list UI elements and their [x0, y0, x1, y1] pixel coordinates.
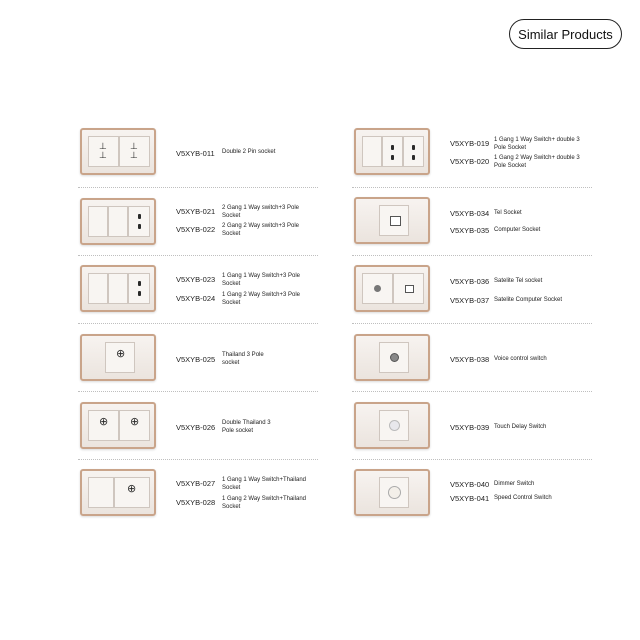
product-code: V5XYB-024	[176, 294, 216, 303]
socket-pin-icon	[412, 145, 415, 150]
switch-socket-plate	[80, 198, 156, 245]
product-code: V5XYB-021	[176, 207, 216, 216]
product-row-034-035[interactable]	[352, 187, 592, 255]
product-code: V5XYB-034	[450, 209, 490, 218]
product-description: 2 Gang 2 Way switch+3 Pole Socket	[222, 223, 299, 237]
product-description: Dimmer Switch	[494, 481, 535, 487]
product-row-021-022[interactable]	[78, 187, 318, 255]
sensor-icon	[390, 353, 399, 362]
product-row-038[interactable]	[352, 323, 592, 391]
product-description: Satelite Tel socket	[494, 278, 543, 284]
socket-module	[119, 136, 150, 167]
socket-module	[88, 136, 119, 167]
product-code: V5XYB-041	[450, 494, 490, 503]
socket-symbol-icon: ⊥	[130, 151, 138, 161]
socket-module	[114, 477, 150, 508]
switch-thailand-socket-plate	[80, 469, 156, 516]
product-row-036-037[interactable]	[352, 255, 592, 323]
product-description: 1 Gang 1 Way Switch+ double 3 Pole Socket	[494, 137, 580, 151]
product-description: Tel Socket	[494, 210, 522, 216]
product-row-026[interactable]	[78, 391, 318, 459]
product-description: Computer Socket	[494, 227, 541, 233]
computer-port-icon	[405, 285, 414, 293]
socket-pin-icon	[138, 281, 141, 286]
product-description: Double Thailand 3 Pole socket	[222, 420, 271, 434]
product-code: V5XYB-011	[176, 149, 215, 158]
product-row-011[interactable]	[78, 120, 318, 187]
product-description: 1 Gang 1 Way Switch+Thailand Socket	[222, 477, 306, 491]
switch-module	[379, 477, 409, 508]
socket-module	[379, 205, 409, 236]
product-code: V5XYB-039	[450, 423, 490, 432]
socket-module	[128, 273, 150, 304]
product-description: 1 Gang 2 Way Switch+ double 3 Pole Socket	[494, 155, 580, 169]
product-row-025[interactable]	[78, 323, 318, 391]
product-code: V5XYB-036	[450, 277, 490, 286]
dimmer-plate	[354, 469, 430, 516]
socket-pin-icon	[138, 224, 141, 229]
socket-symbol-icon: ⊥	[99, 151, 107, 161]
satellite-port-icon	[374, 285, 381, 292]
product-description: Speed Control Switch	[494, 495, 552, 501]
left-product-column	[78, 120, 318, 527]
socket-module	[88, 410, 119, 441]
socket-pin-icon	[412, 155, 415, 160]
switch-module	[379, 410, 409, 441]
switch-rocker	[108, 206, 128, 237]
product-description: 1 Gang 1 Way Switch+3 Pole Socket	[222, 273, 300, 287]
socket-symbol-icon: ⊥	[130, 142, 138, 152]
socket-module	[362, 273, 393, 304]
dimmer-knob-icon	[388, 486, 401, 499]
socket-pin-icon	[138, 214, 141, 219]
touch-delay-plate	[354, 402, 430, 449]
switch-socket-plate	[80, 265, 156, 312]
switch-rocker	[362, 136, 382, 167]
switch-rocker	[108, 273, 128, 304]
product-code: V5XYB-019	[450, 139, 490, 148]
thailand-socket-icon: ⊕	[130, 415, 140, 428]
thailand-socket-icon: ⊕	[116, 347, 126, 360]
socket-pin-icon	[138, 291, 141, 296]
product-row-023-024[interactable]	[78, 255, 318, 323]
product-description: 1 Gang 2 Way Switch+3 Pole Socket	[222, 292, 300, 306]
socket-module	[403, 136, 424, 167]
switch-double-socket-plate	[354, 128, 430, 175]
product-description: Satelite Computer Socket	[494, 297, 563, 303]
product-description: Voice control switch	[494, 356, 547, 362]
product-code: V5XYB-028	[176, 498, 216, 507]
product-description: Thailand 3 Pole socket	[222, 352, 264, 366]
similar-products-button[interactable]: Similar Products	[509, 19, 622, 49]
product-description: Double 2 Pin socket	[222, 149, 276, 155]
product-code: V5XYB-023	[176, 275, 216, 284]
right-product-column	[352, 120, 592, 527]
tel-port-icon	[390, 216, 401, 226]
switch-rocker	[88, 477, 114, 508]
thailand-socket-icon: ⊕	[127, 482, 137, 495]
socket-pin-icon	[391, 155, 394, 160]
switch-module	[379, 342, 409, 373]
socket-symbol-icon: ⊥	[99, 142, 107, 152]
product-description: 2 Gang 1 Way switch+3 Pole Socket	[222, 205, 299, 219]
switch-rocker	[88, 206, 108, 237]
switch-rocker	[88, 273, 108, 304]
product-code: V5XYB-025	[176, 355, 216, 364]
product-row-039[interactable]	[352, 391, 592, 459]
socket-module	[393, 273, 424, 304]
voice-control-plate	[354, 334, 430, 381]
socket-pin-icon	[391, 145, 394, 150]
product-code: V5XYB-035	[450, 226, 490, 235]
double-2-pin-socket-plate	[80, 128, 156, 175]
socket-module	[382, 136, 403, 167]
socket-module	[119, 410, 150, 441]
product-code: V5XYB-037	[450, 296, 490, 305]
socket-module	[105, 342, 135, 373]
product-code: V5XYB-027	[176, 479, 216, 488]
product-code: V5XYB-040	[450, 480, 490, 489]
product-row-019-020[interactable]	[352, 120, 592, 187]
product-code: V5XYB-038	[450, 355, 490, 364]
product-code: V5XYB-022	[176, 225, 216, 234]
thailand-socket-plate	[80, 334, 156, 381]
product-row-040-041[interactable]	[352, 459, 592, 527]
product-description: 1 Gang 2 Way Switch+Thailand Socket	[222, 496, 306, 510]
satellite-socket-plate	[354, 265, 430, 312]
product-code: V5XYB-020	[450, 157, 490, 166]
product-code: V5XYB-026	[176, 423, 216, 432]
thailand-socket-icon: ⊕	[99, 415, 109, 428]
tel-socket-plate	[354, 197, 430, 244]
product-description: Touch Delay Switch	[494, 424, 547, 430]
product-row-027-028[interactable]	[78, 459, 318, 527]
socket-module	[128, 206, 150, 237]
touch-sensor-icon	[389, 420, 400, 431]
double-thailand-socket-plate	[80, 402, 156, 449]
